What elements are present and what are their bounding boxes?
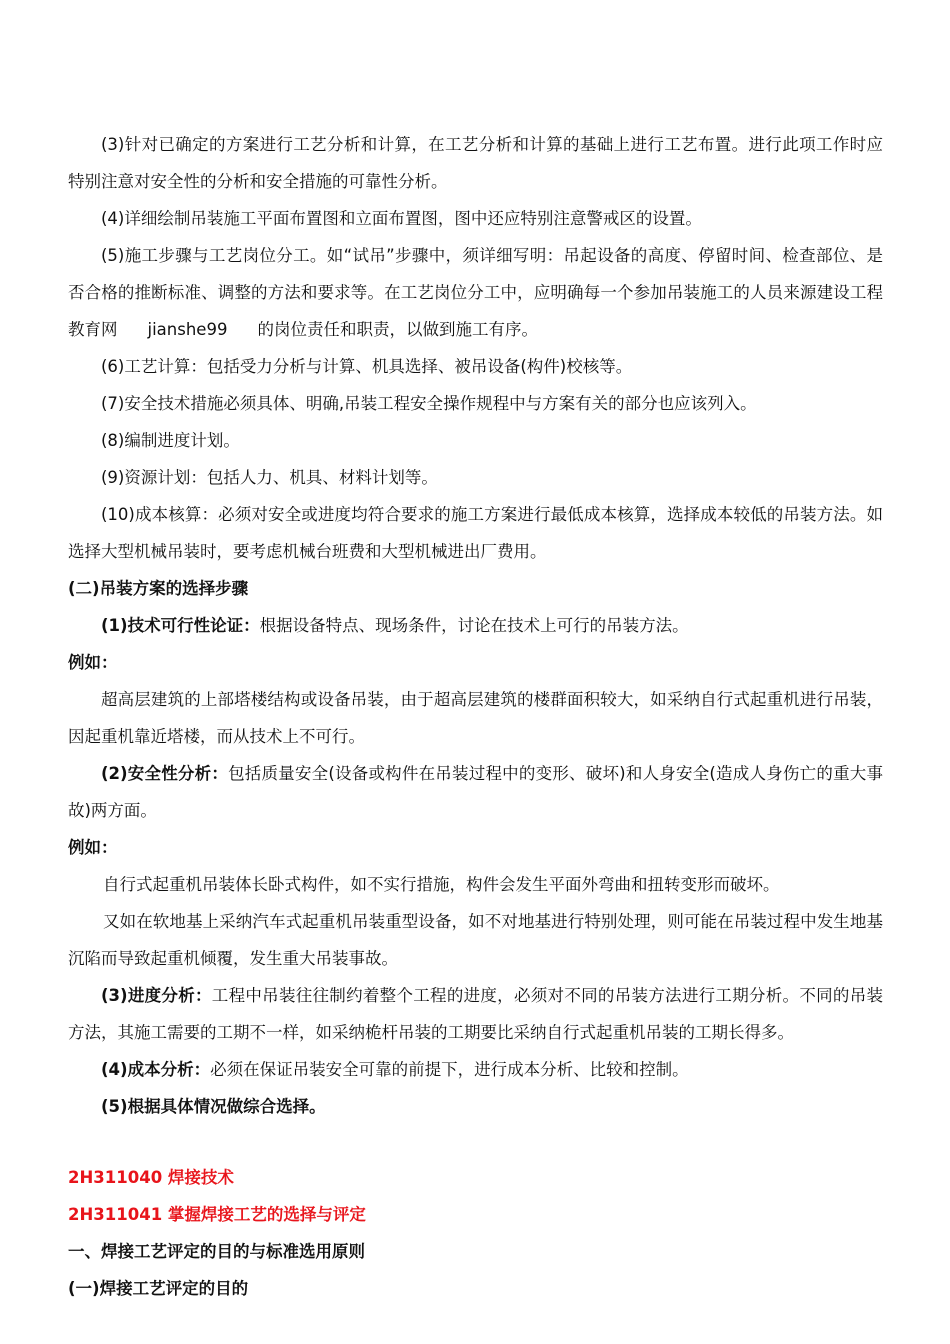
- paragraph-safety-analysis: [68, 755, 883, 829]
- paragraph-schedule-analysis: [68, 977, 883, 1051]
- cost-analysis-text: 必须在保证吊装安全可靠的前提下，进行成本分析、比较和控制。: [210, 1060, 689, 1079]
- safety-analysis-text: 包括质量安全(设备或构件在吊装过程中的变形、破坏)和人身安全(造成人身伤亡的重大事故)两方面。: [68, 764, 883, 820]
- paragraph-step-5: [68, 237, 883, 348]
- paragraph-step-10: (10)成本核算：必须对安全或进度均符合要求的施工方案进行最低成本核算，选择成本较低的吊装方法。如选择大型机械吊装时，要考虑机械台班费和大型机械进出厂费用。: [68, 505, 883, 561]
- paragraph-comprehensive-selection: (5)根据具体情况做综合选择。: [101, 1097, 326, 1116]
- paragraph-example-soft-ground: 又如在软地基上采纳汽车式起重机吊装重型设备，如不对地基进行特别处理，则可能在吊装过程中发生地基沉陷而导致起重机倾覆，发生重大吊装事故。: [68, 912, 883, 968]
- schedule-analysis-label: (3)进度分析：: [101, 986, 212, 1005]
- cost-analysis-label: (4)成本分析：: [101, 1060, 211, 1079]
- technical-feasibility-text: 根据设备特点、现场条件，讨论在技术上可行的吊装方法。: [259, 616, 689, 635]
- paragraph-example-crane: 自行式起重机吊装体长卧式构件，如不实行措施，构件会发生平面外弯曲和扭转变形而破坏。: [103, 875, 780, 894]
- section-heading-purpose-and-standards: 一、焊接工艺评定的目的与标准选用原则: [68, 1242, 365, 1261]
- section-heading-selection-steps: (二)吊装方案的选择步骤: [68, 579, 249, 598]
- paragraph-step-4: (4)详细绘制吊装施工平面布置图和立面布置图，图中还应特别注意警戒区的设置。: [101, 209, 702, 228]
- technical-feasibility-label: (1)技术可行性论证：: [101, 616, 260, 635]
- example-label: 例如：: [68, 838, 118, 857]
- red-heading-welding-procedure: 2H311041 掌握焊接工艺的选择与评定: [68, 1205, 366, 1224]
- paragraph-cost-analysis: [68, 1051, 883, 1088]
- paragraph-step-6: (6)工艺计算：包括受力分析与计算、机具选择、被吊设备(构件)校核等。: [101, 357, 633, 376]
- paragraph-step-9: (9)资源计划：包括人力、机具、材料计划等。: [101, 468, 438, 487]
- step-5-text: (5)施工步骤与工艺岗位分工。如“试吊”步骤中，须详细写明：吊起设备的高度、停留时间、检查部位、是否合格的推断标准、调整的方法和要求等。在工艺岗位分工中，应明确每一个参加吊装施工的人员来源建设工程教育网: [68, 246, 883, 339]
- subsection-heading-purpose: (一)焊接工艺评定的目的: [68, 1279, 249, 1298]
- document-body: [68, 126, 883, 1307]
- step-5-text-end: 的岗位责任和职责，以做到施工有序。: [257, 320, 538, 339]
- paragraph-step-3: (3)针对已确定的方案进行工艺分析和计算，在工艺分析和计算的基础上进行工艺布置。进行此项工作时应特别注意对安全性的分析和安全措施的可靠性分析。: [68, 135, 883, 191]
- red-heading-welding-technology: 2H311040 焊接技术: [68, 1168, 234, 1187]
- safety-analysis-label: (2)安全性分析：: [101, 764, 229, 783]
- paragraph-step-8: (8)编制进度计划。: [101, 431, 240, 450]
- spacer: [68, 1125, 883, 1159]
- watermark-text: jianshe99: [147, 320, 228, 339]
- paragraph-example-tower: 超高层建筑的上部塔楼结构或设备吊装，由于超高层建筑的楼群面积较大，如采纳自行式起重机进行吊装，因起重机靠近塔楼，而从技术上不可行。: [68, 690, 883, 746]
- paragraph-step-7: (7)安全技术措施必须具体、明确,吊装工程安全操作规程中与方案有关的部分也应该列入。: [101, 394, 757, 413]
- paragraph-technical-feasibility: [68, 607, 883, 644]
- schedule-analysis-text: 工程中吊装往往制约着整个工程的进度，必须对不同的吊装方法进行工期分析。不同的吊装方法，其施工需要的工期不一样，如采纳桅杆吊装的工期要比采纳自行式起重机吊装的工期长得多。: [68, 986, 883, 1042]
- example-label: 例如：: [68, 653, 118, 672]
